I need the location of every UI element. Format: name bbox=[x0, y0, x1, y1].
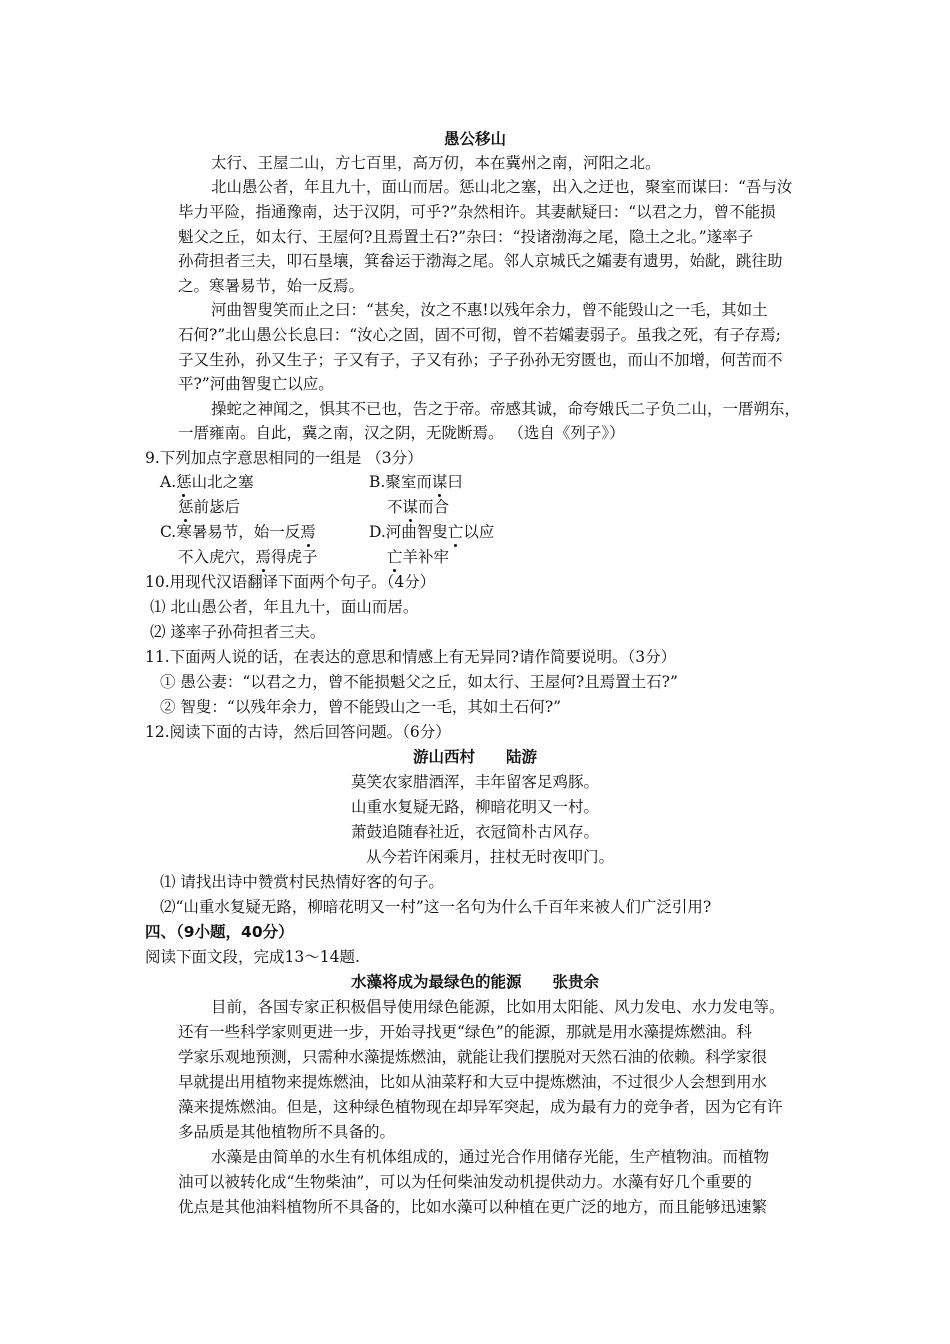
dotted-char: 谋 bbox=[431, 473, 448, 491]
article-line: 油可以被转化成“生物柴油”，可以为任何柴油发动机提供动力。水藻有好几个重要的 bbox=[178, 1173, 752, 1191]
article-line: 学家乐观地预测，只需种水藻提炼燃油，就能让我们摆脱对天然石油的依赖。科学家很 bbox=[178, 1048, 768, 1066]
question-10-stem: 10.用现代汉语翻译下面两个句子。（4分） bbox=[145, 573, 436, 591]
poem-title: 游山西村 陆游 bbox=[412, 748, 537, 766]
article-line: 水藻是由简单的水生有机体组成的，通过光合作用储存光能，生产植物油。而植物 bbox=[211, 1148, 770, 1166]
question-10-sentence-2: ⑵ 遂率子孙荷担者三夫。 bbox=[150, 623, 326, 641]
question-11-quote-2: ② 智叟：“以残年余力，曾不能毁山之一毛，其如土石何?” bbox=[160, 698, 562, 716]
option-d-line1: D.河曲智叟亡以应 bbox=[369, 523, 495, 541]
passage-line: 魁父之丘，如太行、王屋何?且焉置土石?”杂曰：“投诸渤海之尾，隐土之北。”遂率子 bbox=[178, 228, 754, 246]
article-line: 藻来提炼燃油。但是，这种绿色植物现在却异军突起，成为最有力的竞争者，因为它有许 bbox=[178, 1098, 783, 1116]
poem-line: 萧鼓追随春社近，衣冠简朴古风存。 bbox=[350, 823, 599, 841]
passage-line: 子又生孙，孙又生子；子又有子，子又有孙；子子孙孙无穷匮也，而山不加增，何苦而不 bbox=[178, 351, 783, 369]
option-c-line1: C.寒暑易节，始一反焉 bbox=[160, 523, 316, 541]
passage-line: 之。寒暑易节，始一反焉。 bbox=[178, 277, 365, 295]
option-d-line2: 亡羊补牢 bbox=[387, 548, 450, 566]
passage-title: 愚公移山 bbox=[443, 130, 506, 148]
passage-line: 太行、王屋二山，方七百里，高万仞，本在冀州之南，河阳之北。 bbox=[211, 154, 661, 172]
passage-line: 平?”河曲智叟亡以应。 bbox=[178, 375, 334, 393]
passage-line: 孙荷担者三夫，叩石垦壤，箕畚运于渤海之尾。邻人京城氏之孀妻有遗男，始龀，跳往助 bbox=[178, 252, 783, 270]
article-line: 多品质是其他植物所不具备的。 bbox=[178, 1123, 396, 1141]
question-12-stem: 12.阅读下面的古诗，然后回答问题。（6分） bbox=[145, 723, 451, 741]
question-11-stem: 11.下面两人说的话，在表达的意思和情感上有无异同?请作简要说明。（3分） bbox=[145, 648, 677, 666]
article-title: 水藻将成为最绿色的能源 张贵余 bbox=[350, 973, 599, 991]
question-10-sentence-1: ⑴ 北山愚公者，年且九十，面山而居。 bbox=[150, 598, 419, 616]
question-9-stem: 9.下列加点字意思相同的一组是 （3分） bbox=[145, 449, 423, 467]
article-line: 早就提出用植物来提炼燃油，比如从油菜籽和大豆中提炼燃油，不过很少人会想到用水 bbox=[178, 1073, 768, 1091]
dotted-char: 惩 bbox=[178, 498, 194, 516]
option-a-line1: A.惩山北之塞 bbox=[160, 473, 254, 491]
option-b-line1: B.聚室而谋曰 bbox=[369, 473, 463, 491]
dotted-char: 焉 bbox=[300, 523, 316, 541]
poem-line: 山重水复疑无路，柳暗花明又一村。 bbox=[350, 798, 599, 816]
section-intro: 阅读下面文段，完成13～14题. bbox=[145, 948, 360, 966]
poem-line: 从今若许闲乘月，拄杖无时夜叩门。 bbox=[365, 848, 614, 866]
article-line: 目前，各国专家正积极倡导使用绿色能源，比如用太阳能、风力发电、水力发电等。 bbox=[211, 998, 785, 1016]
passage-line: 河曲智叟笑而止之曰：“甚矣，汝之不惠!以残年余力，曾不能毁山之一毛，其如土 bbox=[211, 301, 768, 319]
passage-line: 石何?”北山愚公长息曰：“汝心之固，固不可彻，曾不若孀妻弱子。虽我之死，有子存焉; bbox=[178, 326, 781, 344]
passage-line: 毕力平险，指通豫南，达于汉阴，可乎?”杂然相许。其妻献疑曰：“以君之力，曾不能损 bbox=[178, 203, 776, 221]
passage-line: 操蛇之神闻之，惧其不已也，告之于帝。帝感其诚，命夸娥氏二子负二山，一厝朔东， bbox=[211, 400, 801, 418]
dotted-char: 亡 bbox=[447, 523, 464, 541]
poem-line: 莫笑农家腊酒浑，丰年留客足鸡豚。 bbox=[350, 773, 599, 791]
article-line: 还有一些科学家则更进一步，开始寻找更“绿色”的能源，那就是用水藻提炼燃油。科 bbox=[178, 1023, 752, 1041]
passage-line: 一厝雍南。自此，冀之南，汉之阴，无陇断焉。 （选自《列子》） bbox=[178, 424, 625, 442]
dotted-char: 焉 bbox=[255, 548, 272, 566]
option-c-line2: 不入虎穴，焉得虎子 bbox=[178, 548, 318, 566]
article-line: 优点是其他油料植物所不具备的，比如水藻可以种植在更广泛的地方，而且能够迅速繁 bbox=[178, 1198, 768, 1216]
dotted-char: 亡 bbox=[387, 548, 403, 566]
passage-line: 北山愚公者，年且九十，面山而居。惩山北之塞，出入之迂也，聚室而谋曰：“吾与汝 bbox=[211, 178, 793, 196]
question-11-quote-1: ① 愚公妻：“以君之力，曾不能损魁父之丘，如太行、王屋何?且焉置土石?” bbox=[160, 673, 678, 691]
dotted-char: 谋 bbox=[402, 498, 419, 516]
question-12-sub-2: ⑵“山重水复疑无路，柳暗花明又一村”这一名句为什么千百年来被人们广泛引用? bbox=[160, 898, 712, 916]
option-a-line2: 惩前毖后 bbox=[178, 498, 241, 516]
section-heading: 四、（9小题，40分） bbox=[145, 923, 294, 941]
option-b-line2: 不谋而合 bbox=[387, 498, 450, 516]
dotted-char: 惩 bbox=[176, 473, 192, 491]
question-12-sub-1: ⑴ 请找出诗中赞赏村民热情好客的句子。 bbox=[160, 873, 444, 891]
